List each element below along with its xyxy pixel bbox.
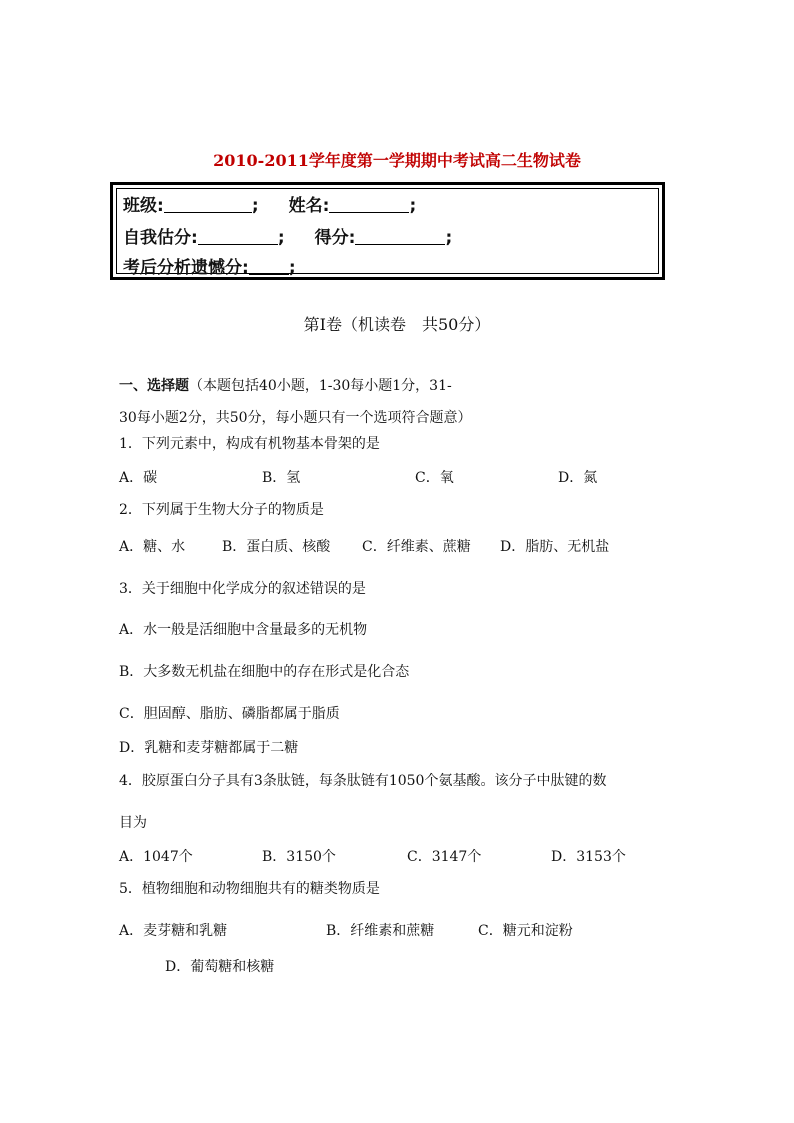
question-3-stem: 3．关于细胞中化学成分的叙述错误的是 [119,581,366,597]
q4-option-a: A．1047个 [119,849,193,865]
q1-option-d: D．氮 [558,470,598,486]
instructions-line-1 [119,375,452,395]
self-score-label: 自我估分: [123,228,198,248]
q1-option-c: C．氧 [415,470,454,486]
q4-option-d: D．3153个 [551,849,626,865]
info-line-3 [123,253,296,278]
class-label: 班级: [123,196,164,216]
score-blank[interactable] [355,228,445,245]
q5-option-a: A．麦芽糖和乳糖 [119,923,228,939]
q4-option-c: C．3147个 [407,849,482,865]
q5-option-d: D．葡萄糖和核糖 [165,959,275,975]
question-1-stem: 1．下列元素中，构成有机物基本骨架的是 [119,436,380,452]
q2-option-a: A．糖、水 [119,539,186,555]
class-blank[interactable] [164,196,252,213]
q3-option-c: C．胆固醇、脂肪、磷脂都属于脂质 [119,706,340,722]
q3-option-a: A．水一般是活细胞中含量最多的无机物 [119,622,368,638]
q2-option-d: D．脂肪、无机盐 [500,539,610,555]
question-4-stem-cont: 目为 [119,815,147,831]
q2-option-b: B．蛋白质、核酸 [222,539,331,555]
q3-option-d: D．乳糖和麦芽糖都属于二糖 [119,740,299,756]
regret-blank[interactable] [249,258,289,275]
score-sep: ; [445,228,453,248]
q1-option-b: B．氢 [262,470,301,486]
score-label: 得分: [314,228,356,248]
info-line-2 [123,223,452,248]
regret-sep: ; [288,258,296,278]
regret-label: 考后分析遗憾分: [123,258,249,278]
name-blank[interactable] [329,196,409,213]
q4-option-b: B．3150个 [262,849,336,865]
name-sep: ; [409,196,417,216]
class-sep: ; [251,196,259,216]
question-5-stem: 5．植物细胞和动物细胞共有的糖类物质是 [119,881,380,897]
name-label: 姓名: [288,196,330,216]
instructions-line-2: 30每小题2分，共50分，每小题只有一个选项符合题意） [119,410,472,426]
q5-option-c: C．糖元和淀粉 [478,923,573,939]
info-line-1 [123,191,416,216]
q5-option-b: B．纤维素和蔗糖 [326,923,435,939]
q2-option-c: C．纤维素、蔗糖 [362,539,471,555]
instructions-heading: 一、选择题 [119,378,189,394]
self-score-sep: ; [277,228,285,248]
question-2-stem: 2．下列属于生物大分子的物质是 [119,502,324,518]
section-title: 第I卷（机读卷 共50分） [303,315,491,334]
student-info-box [110,182,665,280]
instructions-text-1: （本题包括40小题，1-30每小题1分，31- [189,378,452,394]
q1-option-a: A．碳 [119,470,158,486]
exam-title: 2010-2011学年度第一学期期中考试高二生物试卷 [213,151,581,170]
self-score-blank[interactable] [198,228,278,245]
q3-option-b: B．大多数无机盐在细胞中的存在形式是化合态 [119,664,410,680]
question-4-stem: 4．胶原蛋白分子具有3条肽链，每条肽链有1050个氨基酸。该分子中肽键的数 [119,773,607,789]
